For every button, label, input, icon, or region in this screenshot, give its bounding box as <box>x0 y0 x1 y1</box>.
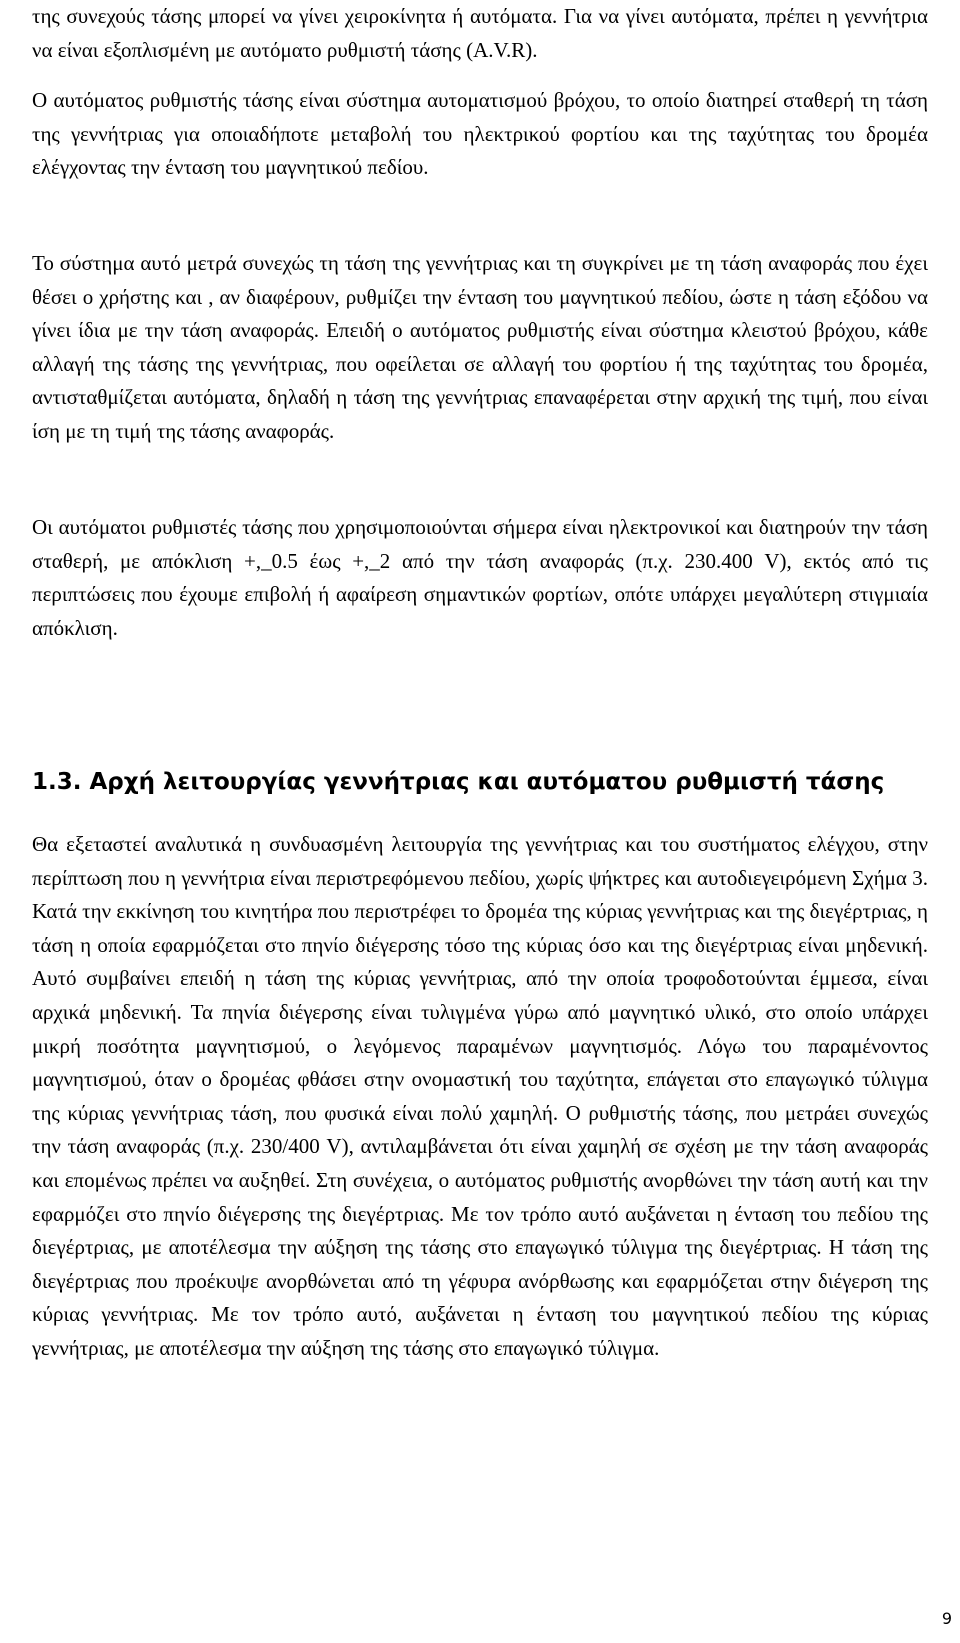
section-heading: 1.3. Αρχή λειτουργίας γεννήτριας και αυτόματου ρυθμιστή τάσης <box>32 769 885 795</box>
paragraph-avr-operation: Το σύστημα αυτό μετρά συνεχώς τη τάση της γεννήτριας και τη συγκρίνει με τη τάση αναφοράς που έχει θέσει ο χρήστης και , αν διαφέρουν, ρυθμίζει την ένταση του μαγνητικού πεδίου, ώστε η τάση εξόδου να γίνει ίδια με την τάση αναφοράς. Επειδή ο αυτόματος ρυθμιστής είναι σύστημα κλειστού βρόχου, κάθε αλλαγή της τάσης της γεννήτριας, που οφείλεται σε αλλαγή του φορτίου ή της ταχύτητας του δρομέα, αντισταθμίζεται αυτόματα, δηλαδή η τάση της γεννήτριας επαναφέρεται στην αρχική της τιμή, που είναι ίση με τη τιμή της τάσης αναφοράς. <box>32 251 928 443</box>
paragraph-avr-definition: Ο αυτόματος ρυθμιστής τάσης είναι σύστημα αυτοματισμού βρόχου, το οποίο διατηρεί σταθερή τη τάση της γεννήτριας για οποιαδήποτε μεταβολή του ηλεκτρικού φορτίου και της ταχύτητας του δρομέα ελέγχοντας την ένταση του μαγνητικού πεδίου. <box>32 88 928 180</box>
paragraph-section-body: Θα εξεταστεί αναλυτικά η συνδυασμένη λειτουργία της γεννήτριας και του συστήματος ελέγχου, στην περίπτωση που η γεννήτρια είναι περιστρεφόμενου πεδίου, χωρίς ψήκτρες και αυτοδιεγειρόμενη Σχήμα 3. Κατά την εκκίνηση του κινητήρα που περιστρέφει το δρομέα της κύριας γεννήτριας και της διεγέρτριας, η τάση η οποία εφαρμόζεται στο πηνίο διέγερσης τόσο της κύριας όσο και της διεγέρτριας είναι μηδενική. Αυτό συμβαίνει επειδή η τάση της κύριας γεννήτριας, από την οποία τροφοδοτούνται έμμεσα, είναι αρχικά μηδενική. Τα πηνία διέγερσης είναι τυλιγμένα γύρω από μαγνητικό υλικό, στο οποίο υπάρχει μικρή ποσότητα μαγνητισμού, ο λεγόμενος παραμένων μαγνητισμός. Λόγω του παραμένοντος μαγνητισμού, όταν ο δρομέας φθάσει στην ονομαστική του ταχύτητα, επάγεται στο επαγωγικό τύλιγμα της κύριας γεννήτριας τάση, που φυσικά είναι πολύ χαμηλή. Ο ρυθμιστής τάσης, που μετράει συνεχώς την τάση αναφοράς (π.χ. 230/400 V), αντιλαμβάνεται ότι είναι χαμηλή σε σχέση με την τάση αναφοράς και επομένως πρέπει να αυξηθεί. Στη συνέχεια, ο αυτόματος ρυθμιστής ανορθώνει την τάση αυτή και την εφαρμόζει στο πηνίο διέγερσης της διεγέρτριας. Με τον τρόπο αυτό αυξάνεται η ένταση του πεδίου της διεγέρτριας, με αποτέλεσμα την αύξηση της τάσης στο επαγωγικό τύλιγμα της διεγέρτριας. Η τάση της διεγέρτριας που προέκυψε ανορθώνεται από τη γέφυρα ανόρθωσης και εφαρμόζεται στην διέγερση της κύριας γεννήτριας. Με τον τρόπο αυτό, αυξάνεται η ένταση του μαγνητικού πεδίου της κύριας γεννήτριας, με αποτέλεσμα την αύξηση της τάσης στο επαγωγικό τύλιγμα. <box>32 832 928 1360</box>
page-number: 9 <box>941 1609 952 1628</box>
paragraph-avr-electronic: Οι αυτόματοι ρυθμιστές τάσης που χρησιμοποιούνται σήμερα είναι ηλεκτρονικοί και διατηρούν την τάση σταθερή, με απόκλιση +,_0.5 έως +,_2 από την τάση αναφοράς (π.χ. 230.400 V), εκτός από τις περιπτώσεις που έχουμε επιβολή ή αφαίρεση σημαντικών φορτίων, οπότε υπάρχει μεγαλύτερη στιγμιαία απόκλιση. <box>32 515 928 640</box>
paragraph-avr-intro: της συνεχούς τάσης μπορεί να γίνει χειροκίνητα ή αυτόματα. Για να γίνει αυτόματα, πρέπει η γεννήτρια να είναι εξοπλισμένη με αυτόματο ρυθμιστή τάσης (A.V.R). <box>32 4 928 62</box>
document-page <box>32 0 928 1643</box>
